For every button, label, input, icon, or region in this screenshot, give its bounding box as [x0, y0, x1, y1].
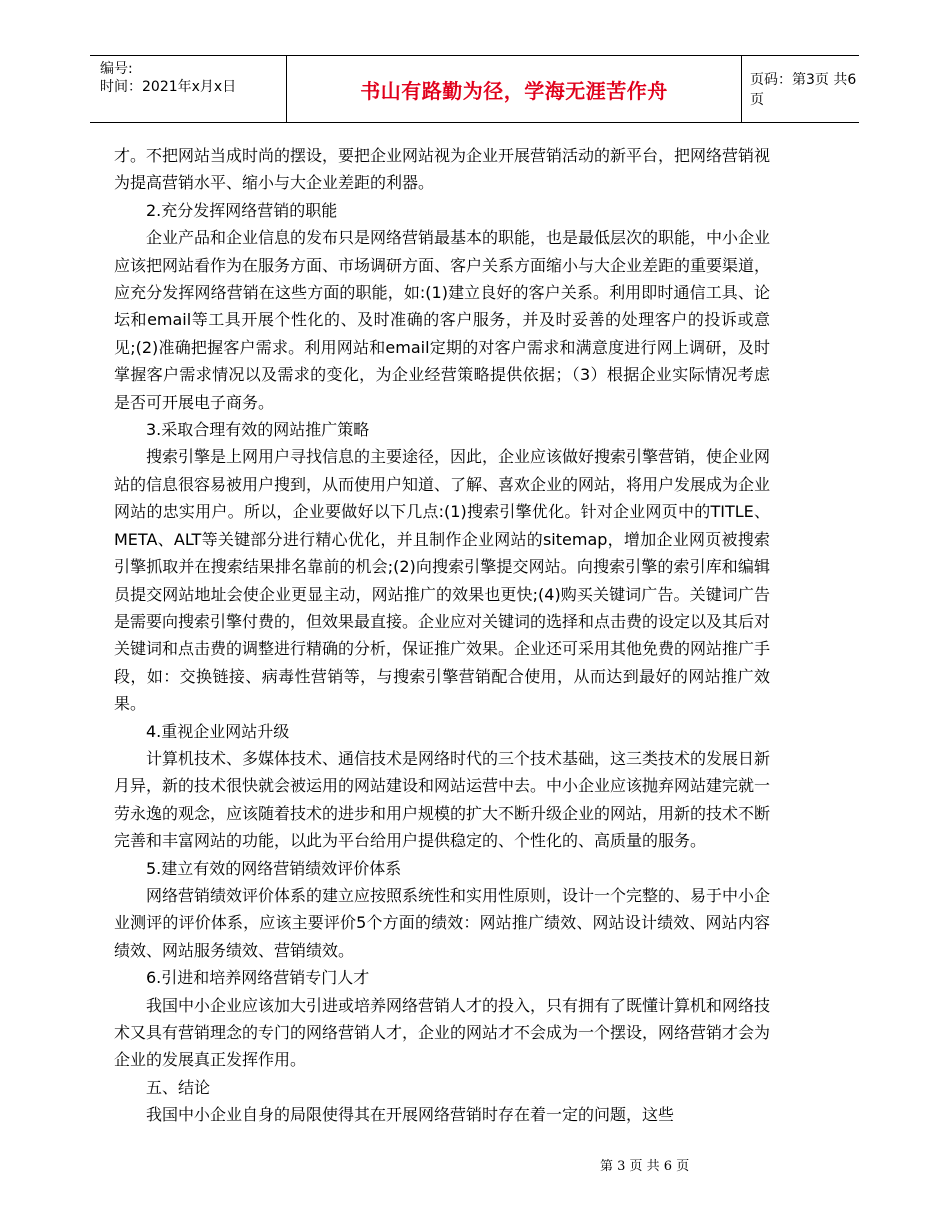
paragraph: 网络营销绩效评价体系的建立应按照系统性和实用性原则，设计一个完整的、易于中小企业测评的评价体系，应该主要评价5个方面的绩效：网站推广绩效、网站设计绩效、网站内容绩效、网站服务绩效、营销绩效。 — [114, 885, 771, 960]
header-meta — [100, 60, 236, 96]
section-heading: 五、结论 — [146, 1077, 211, 1097]
document-body — [114, 142, 770, 1129]
section-heading: 3.采取合理有效的网站推广策略 — [146, 420, 370, 440]
paragraph: 我国中小企业自身的局限使得其在开展网络营销时存在着一定的问题，这些 — [146, 1105, 675, 1125]
section-heading: 6.引进和培养网络营销专门人才 — [146, 968, 370, 988]
header-motto: 书山有路勤为径，学海无涯苦作舟 — [286, 56, 742, 122]
page-header — [90, 55, 859, 123]
paragraph: 搜索引擎是上网用户寻找信息的主要途径，因此，企业应该做好搜索引擎营销，使企业网站的信息很容易被用户搜到，从而使用户知道、了解、喜欢企业的网站，将用户发展成为企业网站的忠实用户。所以，企业要做好以下几点:(1)搜索引擎优化。针对企业网页中的TITLE、META、ALT等关键部分进行精心优化，并且制作企业网站的sitemap，增加企业网页被搜索引擎抓取并在搜索结果排名靠前的机会;(2)向搜索引擎提交网站。向搜索引擎的索引库和编辑员提交网站地址会使企业更显主动，网站推广的效果也更快;(4)购买关键词广告。关键词广告是需要向搜索引擎付费的，但效果最直接。企业应对关键词的选择和点击费的设定以及其后对关键词和点击费的调整进行精确的分析，保证推广效果。企业还可采用其他免费的网站推广手段，如：交换链接、病毒性营销等，与搜索引擎营销配合使用，从而达到最好的网站推广效果。 — [114, 447, 771, 714]
section-heading: 5.建立有效的网络营销绩效评价体系 — [146, 858, 402, 878]
document-time-label: 时间：2021年x月x日 — [100, 79, 237, 95]
paragraph: 计算机技术、多媒体技术、通信技术是网络时代的三个技术基础，这三类技术的发展日新月异，新的技术很快就会被运用的网站建设和网站运营中去。中小企业应该抛弃网站建完就一劳永逸的观念，应该随着技术的进步和用户规模的扩大不断升级企业的网站，用新的技术不断完善和丰富网站的功能，以此为平台给用户提供稳定的、个性化的、高质量的服务。 — [114, 748, 771, 851]
paragraph: 企业产品和企业信息的发布只是网络营销最基本的职能，也是最低层次的职能，中小企业应该把网站看作为在服务方面、市场调研方面、客户关系方面缩小与大企业差距的重要渠道，应充分发挥网络营销在这些方面的职能，如:(1)建立良好的客户关系。利用即时通信工具、论坛和email等工具开展个性化的、及时准确的客户服务，并及时妥善的处理客户的投诉或意见;(2)准确把握客户需求。利用网站和email定期的对客户需求和满意度进行网上调研，及时掌握客户需求情况以及需求的变化，为企业经营策略提供依据；（3）根据企业实际情况考虑是否可开展电子商务。 — [114, 228, 771, 412]
header-page-number: 页码：第3页 共6页 — [750, 72, 857, 108]
page-footer: 第 3 页 共 6 页 — [600, 1159, 690, 1174]
document-number-label: 编号: — [100, 61, 133, 77]
section-heading: 4.重视企业网站升级 — [146, 721, 290, 741]
paragraph: 我国中小企业应该加大引进或培养网络营销人才的投入，只有拥有了既懂计算机和网络技术又具有营销理念的专门的网络营销人才，企业的网站才不会成为一个摆设，网络营销才会为企业的发展真正发挥作用。 — [114, 995, 771, 1070]
paragraph-continuation: 才。不把网站当成时尚的摆设，要把企业网站视为企业开展营销活动的新平台，把网络营销视为提高营销水平、缩小与大企业差距的利器。 — [114, 146, 771, 193]
section-heading: 2.充分发挥网络营销的职能 — [146, 200, 338, 220]
